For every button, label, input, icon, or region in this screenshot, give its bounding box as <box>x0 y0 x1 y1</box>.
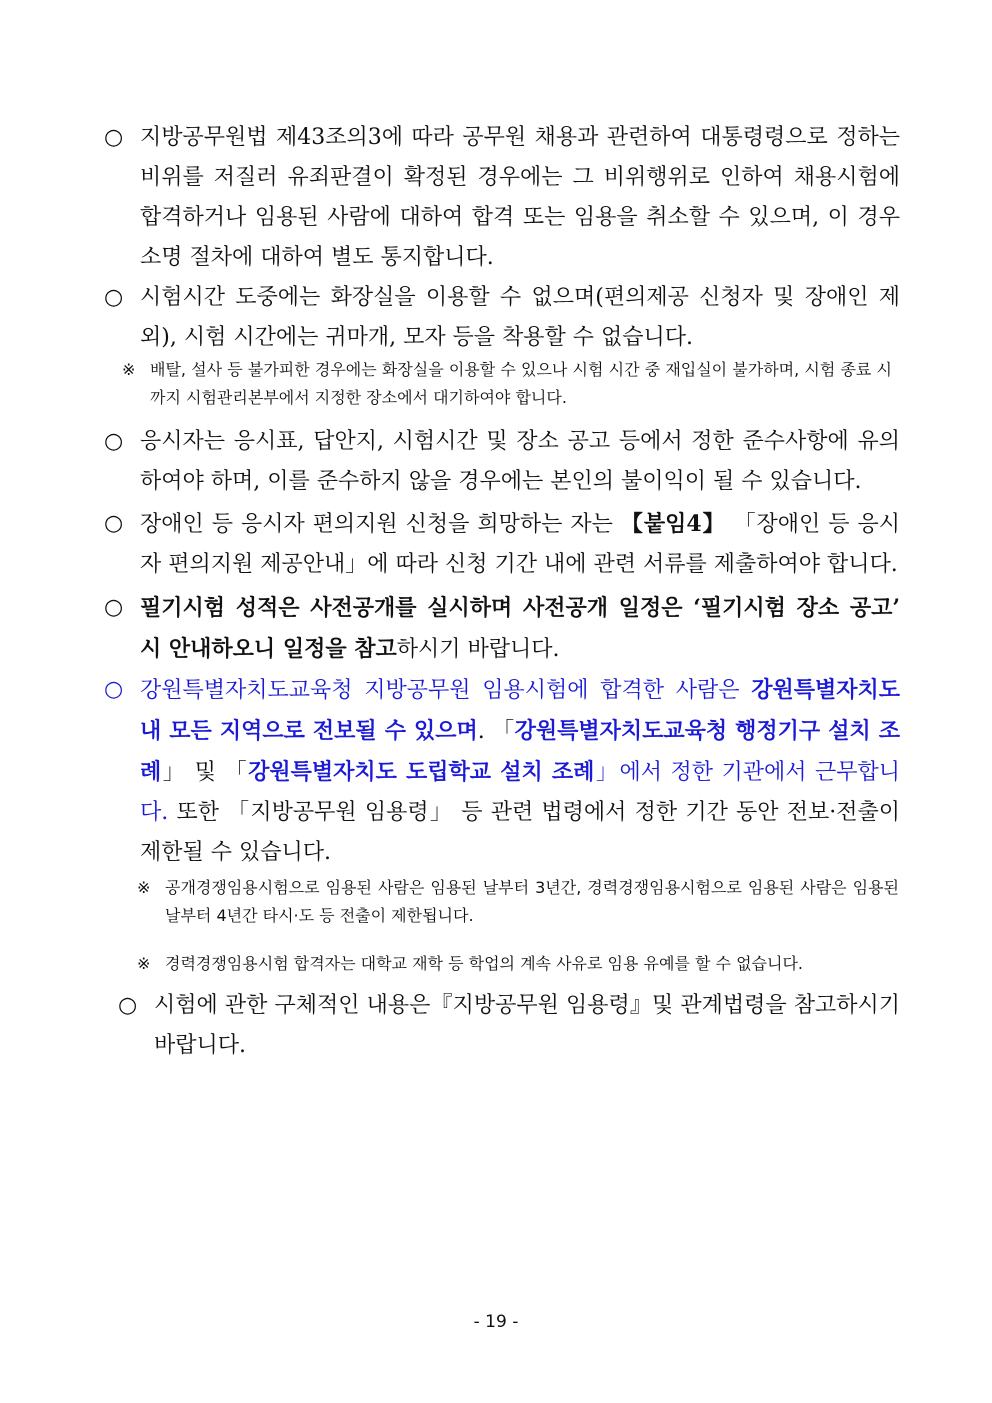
emphasis-text: 강원특별자치도 도립학교 설치 조례 <box>248 759 595 785</box>
text-segment: 하시기 바랍니다. <box>396 637 560 662</box>
notice-item-reference <box>118 986 900 1066</box>
bullet-circle: ○ <box>104 429 124 454</box>
note-mark: ※ <box>137 878 151 897</box>
text-segment: 「장애인 등 응시자 편의지원 제공안내」에 따라 신청 기간 내에 관련 서류를 제출하여야 합니다. <box>140 512 900 577</box>
note-text: 배탈, 설사 등 불가피한 경우에는 화장실을 이용할 수 있으나 시험 시간 중 재입실이 불가하며, 시험 종료 시까지 시험관리본부에서 지정한 장소에서 대기하여야 합니다. <box>150 360 892 407</box>
emphasis-text: 강원특별자치도교육청 행정기구 설치 조례 <box>140 718 900 785</box>
notice-text: 지방공무원법 제43조의3에 따라 공무원 채용과 관련하여 대통령령으로 정하는 비위를 저질러 유죄판결이 확정된 경우에는 그 비위행위로 인하여 채용시험에 합격하거나 임용된 사람에 대하여 합격 또는 임용을 취소할 수 있으며, 이 경우 소명 절차에 대하여 별도 통지합니다. <box>140 125 900 270</box>
page-number: - 19 - <box>473 1312 519 1332</box>
notice-text: 시험에 관한 구체적인 내용은『지방공무원 임용령』및 관계법령을 참고하시기 바랍니다. <box>154 993 900 1058</box>
bullet-circle: ○ <box>104 511 124 536</box>
emphasis-text: 강원특별자치도 내 모든 지역으로 전보될 수 있으며 <box>140 677 900 744</box>
notice-item-disqualification <box>104 118 900 278</box>
notice-text <box>140 670 900 873</box>
bullet-circle: ○ <box>104 677 124 702</box>
notice-text <box>140 504 900 585</box>
text-segment: 장애인 등 응시자 편의지원 신청을 희망하는 자는 <box>140 512 621 537</box>
text-segment: 또한 「지방공무원 임용령」 등 관련 법령에서 정한 기간 동안 전보·전출이 제한될 수 있습니다. <box>140 800 900 865</box>
bullet-circle: ○ <box>104 285 124 310</box>
notice-text <box>140 588 900 670</box>
notice-item-restroom <box>104 278 900 358</box>
note-deferral <box>137 950 899 978</box>
emphasis-text: 필기시험 성적은 사전공개를 실시하며 사전공개 일정은 ‘필기시험 장소 공고’ 시 안내하오니 일정을 참고 <box>140 595 900 662</box>
note-text: 공개경쟁임용시험으로 임용된 사람은 임용된 날부터 3년간, 경력경쟁임용시험으로 임용된 사람은 임용된 날부터 4년간 타시·도 등 전출이 제한됩니다. <box>165 878 899 925</box>
bullet-circle: ○ <box>104 125 124 150</box>
notice-item-accommodation <box>104 504 900 585</box>
text-segment: . 「 <box>477 719 515 744</box>
notice-item-compliance <box>104 422 900 502</box>
notice-item-score-disclosure <box>104 588 900 670</box>
text-segment: 강원특별자치도교육청 지방공무원 임용시험에 합격한 사람은 <box>140 678 752 703</box>
text-segment: 」에서 정한 기관에서 근무합니다. <box>140 760 900 825</box>
notice-text: 시험시간 도중에는 화장실을 이용할 수 없으며(편의제공 신청자 및 장애인 제외), 시험 시간에는 귀마개, 모자 등을 착용할 수 없습니다. <box>140 285 900 350</box>
attachment-reference: 【붙임4】 <box>620 511 726 537</box>
notice-text: 응시자는 응시표, 답안지, 시험시간 및 장소 공고 등에서 정한 준수사항에 유의하여야 하며, 이를 준수하지 않을 경우에는 본인의 불이익이 될 수 있습니다. <box>140 429 900 494</box>
text-segment: 」 및 「 <box>161 760 249 785</box>
note-mark: ※ <box>122 360 136 379</box>
note-mark: ※ <box>137 954 151 973</box>
note-transfer-period <box>137 874 899 930</box>
note-text: 경력경쟁임용시험 합격자는 대학교 재학 등 학업의 계속 사유로 임용 유예를 할 수 없습니다. <box>165 954 803 973</box>
notice-item-transfer <box>104 670 900 873</box>
note-restroom <box>122 356 892 412</box>
bullet-circle: ○ <box>118 993 138 1018</box>
bullet-circle: ○ <box>104 595 124 620</box>
